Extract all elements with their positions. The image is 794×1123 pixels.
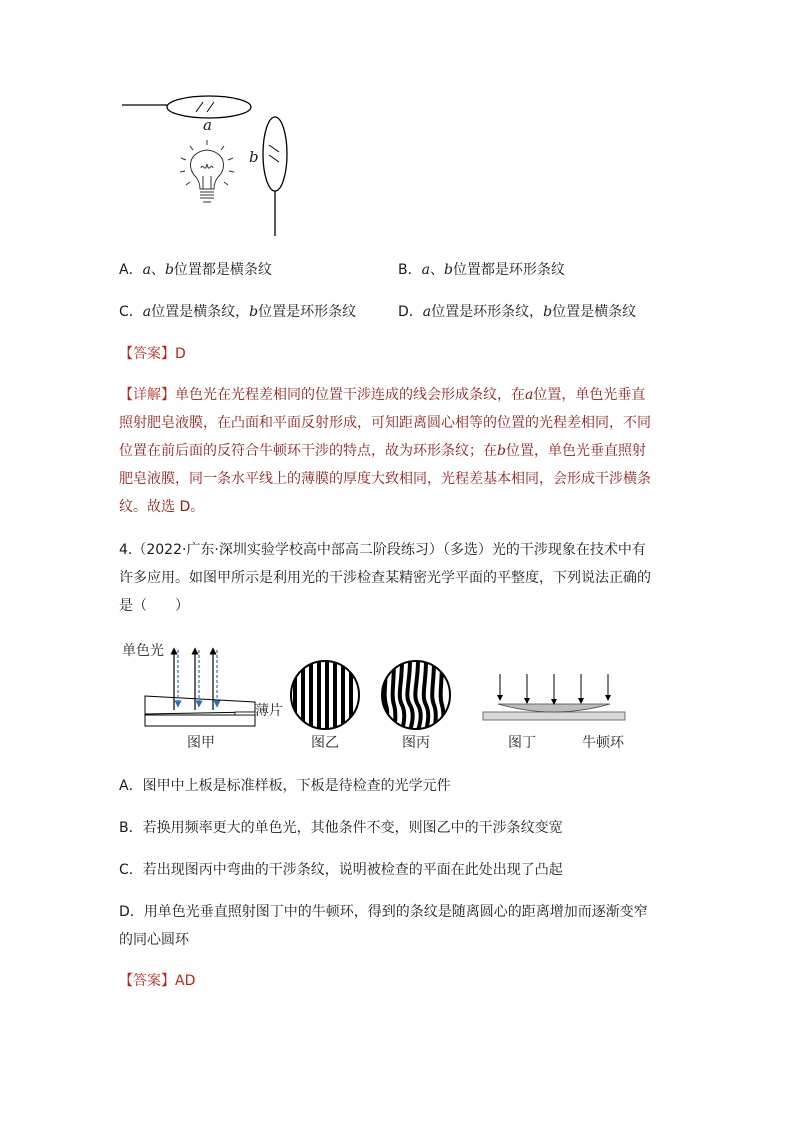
mono-light-label: 单色光 xyxy=(122,643,164,659)
figure-yi-fringes xyxy=(290,660,360,730)
answer-value: D xyxy=(175,346,186,362)
caption-jia: 图甲 xyxy=(187,735,215,751)
caption-yi: 图乙 xyxy=(311,735,339,751)
answer-label: 【答案】 xyxy=(119,346,175,362)
answer-value: AD xyxy=(175,973,196,989)
label-b: b xyxy=(249,148,259,166)
answer-label: 【答案】 xyxy=(119,973,175,989)
q4-option-c: C．若出现图丙中弯曲的干涉条纹，说明被检查的平面在此处出现了凸起 xyxy=(119,862,563,878)
label-a: a xyxy=(203,116,212,134)
q3-option-c: C．a位置是横条纹，b位置是环形条纹 xyxy=(119,304,357,320)
caption-ding: 图丁 xyxy=(508,735,536,751)
q4-option-a: A．图甲中上板是标准样板，下板是待检查的光学元件 xyxy=(119,778,451,794)
soap-film-diagram xyxy=(115,90,315,240)
q4-answer xyxy=(119,971,195,991)
figure-ding-diagram xyxy=(480,638,630,728)
q3-answer xyxy=(119,344,186,364)
q4-option-b: B．若换用频率更大的单色光，其他条件不变，则图乙中的干涉条纹变宽 xyxy=(119,820,563,836)
thin-sheet-label: 薄片 xyxy=(255,703,283,719)
figure-bing-fringes xyxy=(381,660,451,730)
figure-soap-film xyxy=(115,90,315,240)
q3-option-a: A．a、b位置都是横条纹 xyxy=(119,262,272,278)
q3-option-b: B．a、b位置都是环形条纹 xyxy=(398,262,565,278)
q3-option-d: D．a位置是环形条纹，b位置是横条纹 xyxy=(398,304,637,320)
caption-newton-ring: 牛顿环 xyxy=(582,735,624,751)
figure-interference xyxy=(115,638,645,758)
caption-bing: 图丙 xyxy=(402,735,430,751)
